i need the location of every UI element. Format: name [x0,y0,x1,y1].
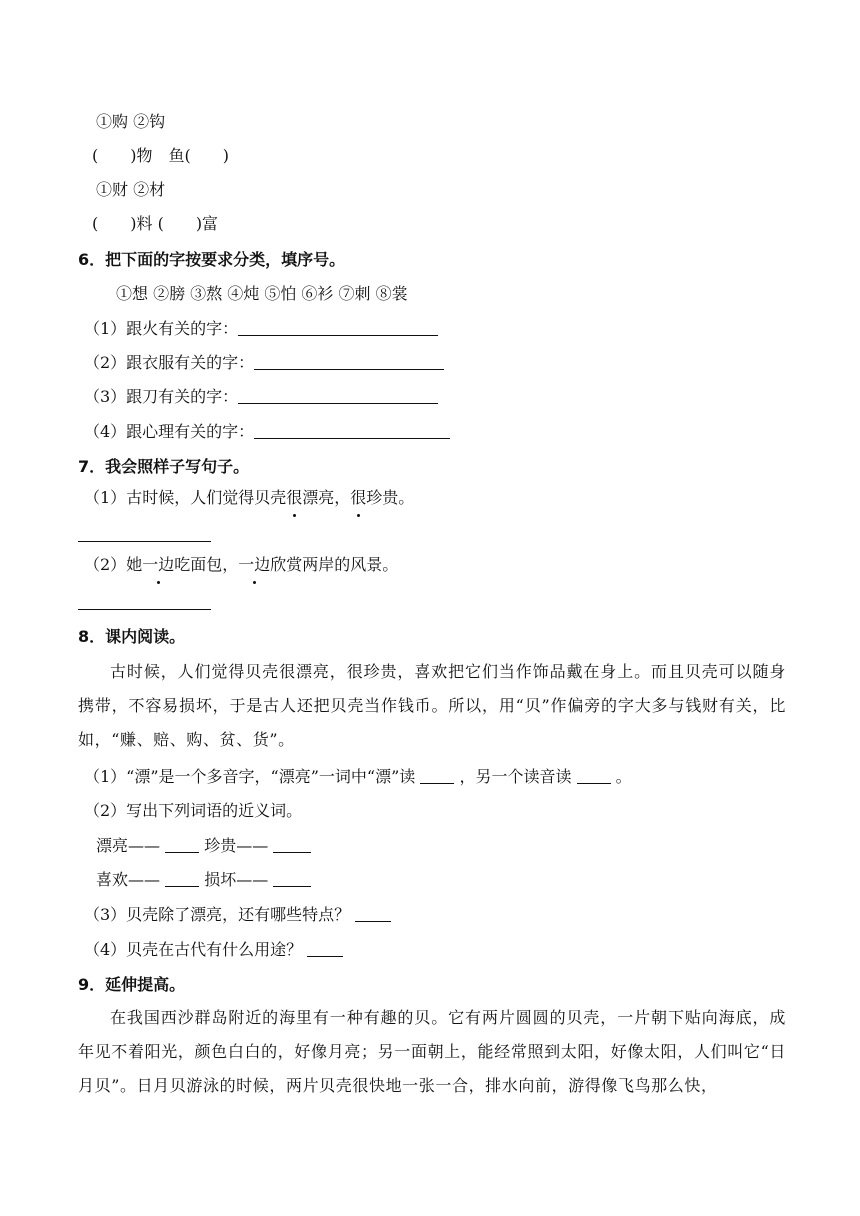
q7-sentence-2 [84,554,398,576]
q8-sub4 [84,939,343,961]
q8-sub1-text-a: （1）“漂”是一个多音字，“漂亮”一词中“漂”读 [84,767,416,786]
q8-synonyms-row-2 [96,869,311,891]
q6-title: 6．把下面的字按要求分类，填序号。 [78,250,346,269]
q8-sub4-text: （4）贝壳在古代有什么用途？ [84,940,303,959]
q8-sub4-blank[interactable] [307,940,343,957]
q8-passage-text: 古时候，人们觉得贝壳很漂亮，很珍贵，喜欢把它们当作饰品戴在身上。而且贝壳可以随身携带，不容易损坏，于是古人还把贝壳当作钱币。所以，用“贝”作偏旁的字大多与钱财有关，比如，“赚、赔、购、贫、货”。 [78,662,786,749]
q8-synonym-blank-3[interactable] [165,870,199,887]
q8-synonym-blank-2[interactable] [273,836,311,853]
q8-sub1-text-c: 。 [615,767,632,786]
q8-word-zhengui: 珍贵—— [204,836,269,855]
q8-word-sunhuai: 损坏—— [204,870,269,889]
q9-title: 9．延伸提高。 [78,975,186,994]
q8-sub1 [84,766,632,788]
q8-synonym-blank-1[interactable] [165,836,199,853]
q5-options-1: ①购 ②钩 [96,112,166,131]
q7-s2-text-b: 吃面包， [174,555,239,574]
q9-passage [78,1001,786,1103]
q8-sub3 [84,904,391,926]
q7-s2-dotted-2: 一边 [238,555,271,574]
q7-s1-dotted-2: 很 [350,488,367,507]
q8-sub1-text-b: ，另一个读音读 [459,767,572,786]
q8-title: 8．课内阅读。 [78,627,186,646]
q5-blank-line-2: ( )料 ( )富 [92,214,219,233]
q7-s2-text-a: 她 [126,555,143,574]
q6-answer-knife[interactable] [238,387,438,404]
q7-s1-text-a: 古时候，人们觉得贝壳 [126,488,287,507]
q5-blank-line-1: ( )物 鱼( ) [92,146,229,165]
q6-item-mind-label: （4）跟心理有关的字： [84,422,255,441]
q7-s1-label: （1） [84,488,127,507]
q8-word-xihuan: 喜欢—— [96,870,161,889]
q6-item-clothes-label: （2）跟衣服有关的字： [84,353,255,372]
q8-word-piaoliang: 漂亮—— [96,836,161,855]
q8-sub3-blank[interactable] [355,905,391,922]
q8-synonym-blank-4[interactable] [273,870,311,887]
q6-item-mind [84,421,450,443]
q6-answer-fire[interactable] [238,319,438,336]
q6-item-fire [84,318,438,340]
q7-sentence-1 [84,487,414,509]
q8-synonyms-row-1 [96,835,311,857]
q7-answer-line-1[interactable] [78,541,211,542]
q6-answer-clothes[interactable] [254,353,444,370]
q7-s2-dotted-1: 一边 [142,555,175,574]
q6-characters: ①想 ②膀 ③熬 ④炖 ⑤怕 ⑥衫 ⑦刺 ⑧裳 [116,284,408,303]
q8-sub3-text: （3）贝壳除了漂亮，还有哪些特点？ [84,905,351,924]
q7-title: 7．我会照样子写句子。 [78,457,250,476]
q5-options-2: ①财 ②材 [96,180,166,199]
q7-answer-line-2[interactable] [78,609,211,610]
q8-sub2: （2）写出下列词语的近义词。 [84,801,303,820]
q7-s1-text-b: 漂亮， [302,488,351,507]
q6-item-clothes [84,352,444,374]
q7-s2-label: （2） [84,555,127,574]
q6-answer-mind[interactable] [254,422,450,439]
q6-item-fire-label: （1）跟火有关的字： [84,319,239,338]
q8-sub1-blank-2[interactable] [577,767,611,784]
q9-passage-text: 在我国西沙群岛附近的海里有一种有趣的贝。它有两片圆圆的贝壳，一片朝下贴向海底，成年见不着阳光，颜色白白的，好像月亮；另一面朝上，能经常照到太阳，好像太阳，人们叫它“日月贝”。日月贝游泳的时候，两片贝壳很快地一张一合，排水向前，游得像飞鸟那么快， [78,1008,786,1095]
q8-passage [78,655,786,757]
q7-s1-dotted-1: 很 [286,488,303,507]
q6-item-knife-label: （3）跟刀有关的字： [84,387,239,406]
q7-s2-text-c: 欣赏两岸的风景。 [270,555,399,574]
q6-item-knife [84,386,438,408]
q8-sub1-blank-1[interactable] [420,767,454,784]
q7-s1-text-c: 珍贵。 [366,488,415,507]
